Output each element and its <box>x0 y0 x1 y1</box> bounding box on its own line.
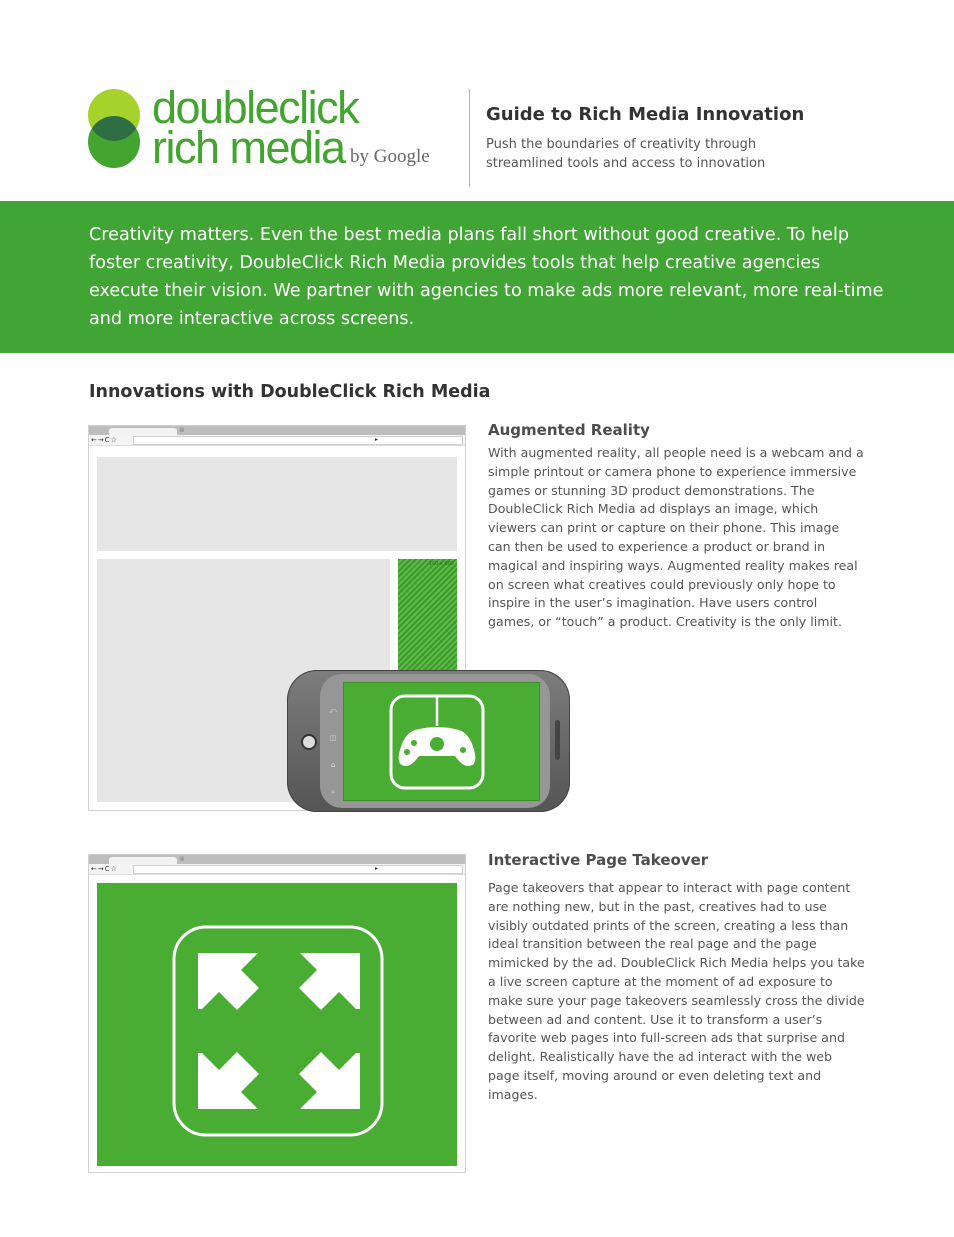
browser-toolbar <box>89 435 465 446</box>
browser-nav-icons: ←→C☆ <box>91 436 118 444</box>
browser-tab <box>109 857 177 864</box>
header-divider <box>469 89 470 187</box>
logo-circle-overlap <box>88 89 140 141</box>
home-button-icon <box>301 734 317 750</box>
page-title: Guide to Rich Media Innovation <box>486 104 805 125</box>
browser-tab <box>109 428 177 435</box>
browser-tabbar <box>89 426 465 435</box>
browser-mockup-takeover <box>88 854 466 1173</box>
expand-arrows-icon <box>172 925 384 1137</box>
feature-title-takeover: Interactive Page Takeover <box>488 851 709 869</box>
ad-size-label: 160 x 600 <box>428 561 454 567</box>
browser-tabbar <box>89 855 465 864</box>
logo-by-google: by Google <box>350 146 430 167</box>
page-subtitle: Push the boundaries of creativity through streamlined tools and access to innovation <box>486 137 766 171</box>
browser-toolbar <box>89 864 465 875</box>
takeover-ad <box>97 883 457 1166</box>
phone-side-keys: ⤺ ◫ ⌂ ⌕ <box>329 707 337 796</box>
phone-camera <box>555 720 560 760</box>
gamepad-icon <box>389 694 485 790</box>
feature-text-ar: With augmented reality, all people need is a webcam and a simple printout or camera phone to experience immersive games or stunning 3D product demonstrations. The DoubleClick Rich Media ad displays an image, which viewers can print or capture on their phone. This image can then be used to experience a product or brand in magical and inspiring ways. Augmented reality makes real on screen what creatives could previously only hope to inspire in the user’s imagination. Have users control games, or “touch” a product. Creativity is the only limit. <box>488 445 864 630</box>
tab-close-icon: ⊗ <box>179 855 185 863</box>
tab-close-icon: ⊗ <box>179 426 185 434</box>
feature-title-ar: Augmented Reality <box>488 421 650 439</box>
phone-mockup <box>287 670 570 812</box>
logo <box>88 82 448 176</box>
go-icon: ▸ <box>375 865 379 872</box>
logo-line2: rich media <box>152 122 345 173</box>
browser-nav-icons: ←→C☆ <box>91 865 118 873</box>
section-title: Innovations with DoubleClick Rich Media <box>89 382 491 402</box>
address-bar <box>133 865 463 874</box>
go-icon: ▸ <box>375 436 379 443</box>
feature-text-takeover: Page takeovers that appear to interact with page content are nothing new, but in the past, creatives had to use visibly outdated prints of the screen, creating a less than ideal transition between the real page and the page mimicked by the ad. DoubleClick Rich Media helps you take a live screen capture at the moment of ad exposure to make sure your page takeovers seamlessly cross the divide between ad and content. Use it to transform a user’s favorite web pages into full-screen ads that surprise and delight. Realistically have the ad interact with the web page itself, moving around or even deleting text and images. <box>488 880 865 1102</box>
intro-text: Creativity matters. Even the best media plans fall short without good creative. To help foster creativity, DoubleClick Rich Media provides tools that help creative agencies execute their vision. We partner with agencies to make ads more relevant, more real-time and more interactive across screens. <box>89 225 884 329</box>
content-placeholder-top <box>97 457 457 551</box>
logo-line1: doubleclick <box>152 82 359 133</box>
address-bar <box>133 436 463 445</box>
